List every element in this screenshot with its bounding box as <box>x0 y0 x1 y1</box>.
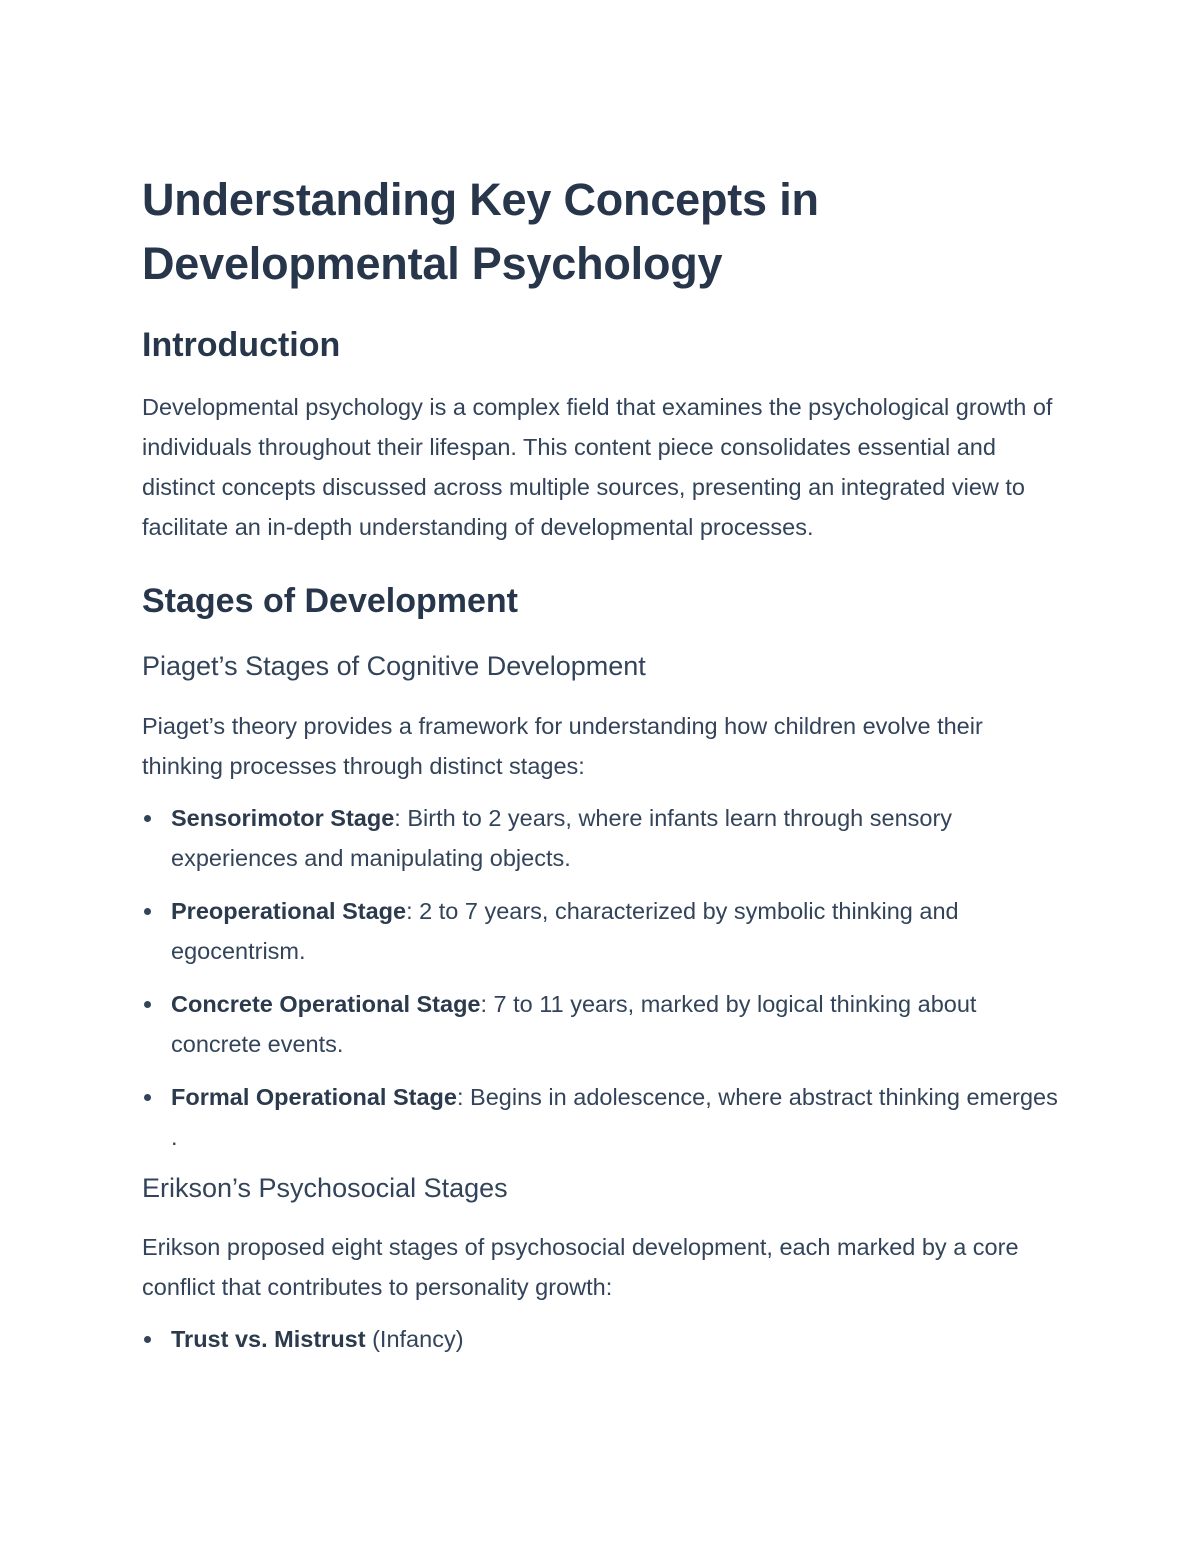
list-item-term: Sensorimotor Stage <box>171 805 395 831</box>
erikson-stage-list <box>142 1319 1060 1359</box>
list-item <box>142 1077 1060 1157</box>
piaget-stage-list <box>142 798 1060 1157</box>
list-item-text: : 2 to 7 years, characterized by symbolic thinking and egocentrism. <box>171 898 959 964</box>
bullet-icon <box>144 1094 151 1101</box>
list-item <box>142 984 1060 1064</box>
page-title: Understanding Key Concepts in Developmental Psychology <box>142 174 819 289</box>
subheading-erikson: Erikson’s Psychosocial Stages <box>142 1173 508 1203</box>
list-item-term: Formal Operational Stage <box>171 1084 457 1110</box>
bullet-icon <box>144 1001 151 1008</box>
erikson-intro-paragraph: Erikson proposed eight stages of psychosocial development, each marked by a core conflict that contributes to personality growth: <box>142 1234 1019 1300</box>
list-item <box>142 891 1060 971</box>
list-item-term: Trust vs. Mistrust <box>171 1326 366 1352</box>
list-item <box>142 798 1060 878</box>
bullet-icon <box>144 908 151 915</box>
list-item-term: Concrete Operational Stage <box>171 991 481 1017</box>
list-item-text: (Infancy) <box>365 1326 464 1352</box>
subheading-piaget: Piaget’s Stages of Cognitive Development <box>142 651 646 681</box>
piaget-intro-paragraph: Piaget’s theory provides a framework for understanding how children evolve their thinking processes through distinct stages: <box>142 713 983 779</box>
bullet-icon <box>144 1336 151 1343</box>
bullet-icon <box>144 815 151 822</box>
section-heading-introduction: Introduction <box>142 326 341 364</box>
list-item <box>142 1319 1060 1359</box>
section-heading-stages: Stages of Development <box>142 582 518 620</box>
introduction-paragraph: Developmental psychology is a complex field that examines the psychological growth of individuals throughout their lifespan. This content piece consolidates essential and distinct concepts discussed across multiple sources, presenting an integrated view to facilitate an in-depth understanding of developmental processes. <box>142 394 1053 540</box>
list-item-term: Preoperational Stage <box>171 898 407 924</box>
list-item-text: : 7 to 11 years, marked by logical thinking about concrete events. <box>171 991 977 1057</box>
list-item-text: : Begins in adolescence, where abstract thinking emerges . <box>171 1084 1058 1150</box>
list-item-text: : Birth to 2 years, where infants learn through sensory experiences and manipulating objects. <box>171 805 953 871</box>
